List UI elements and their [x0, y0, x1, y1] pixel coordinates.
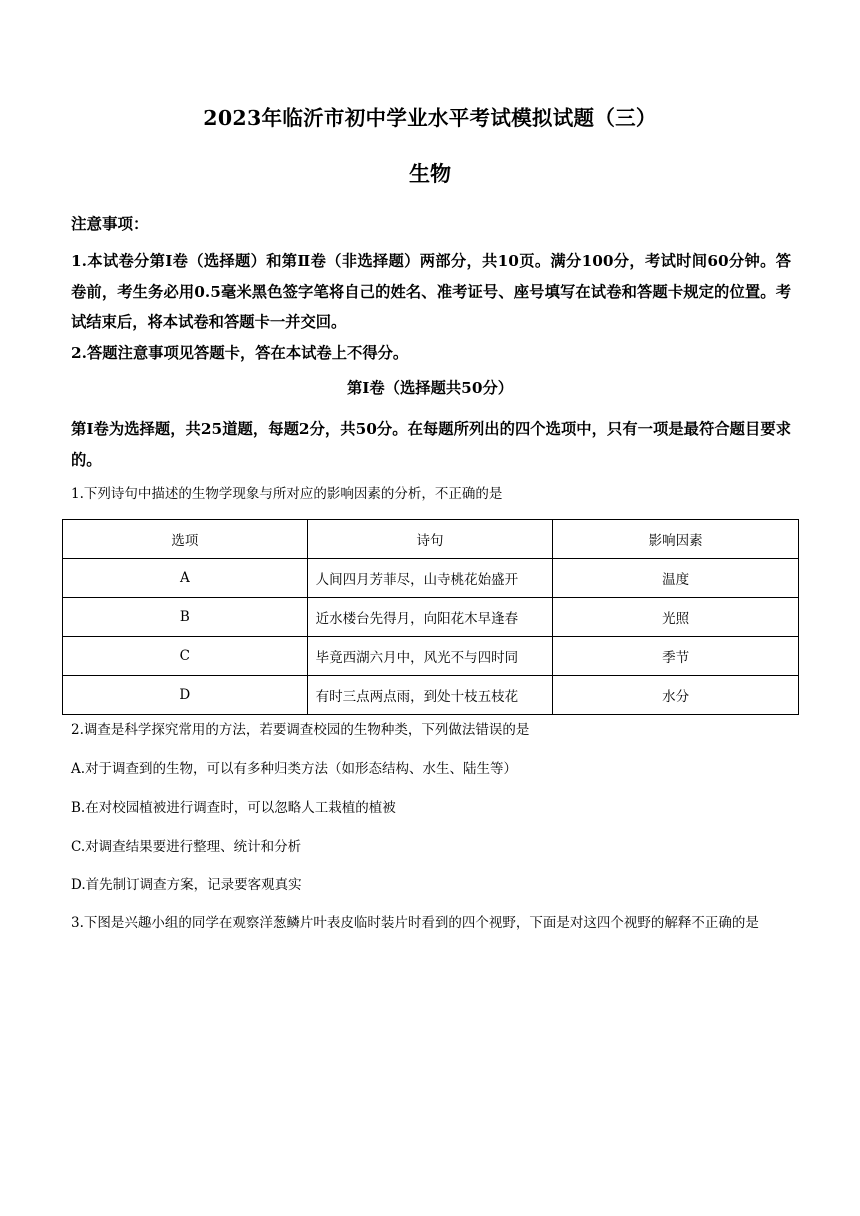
question-2-option-b: B.在对校园植被进行调查时，可以忽略人工栽植的植被: [71, 800, 396, 816]
table-header-cell: 诗句: [307, 520, 553, 559]
question-1-table: [62, 519, 799, 715]
table-cell-factor: 温度: [553, 559, 799, 598]
table-cell-poem: 毕竟西湖六月中，风光不与四时同: [307, 637, 553, 676]
question-3-stem: 3.下图是兴趣小组的同学在观察洋葱鳞片叶表皮临时装片时看到的四个视野，下面是对这四个视野的解释不正确的是: [71, 915, 759, 931]
question-2-option-c: C.对调查结果要进行整理、统计和分析: [71, 839, 302, 855]
section-heading: 第Ⅰ卷（选择题共50分）: [346, 379, 514, 397]
table-cell-option: B: [63, 598, 308, 637]
table-cell-poem: 近水楼台先得月，向阳花木早逢春: [307, 598, 553, 637]
table-cell-poem: 有时三点两点雨，到处十枝五枝花: [307, 676, 553, 715]
table-cell-option: A: [63, 559, 308, 598]
table-row: [63, 637, 799, 676]
table-row: [63, 598, 799, 637]
table-cell-factor: 季节: [553, 637, 799, 676]
notice-item-2: 2.答题注意事项见答题卡，答在本试卷上不得分。: [71, 344, 409, 362]
notice-item-1: 1.本试卷分第Ⅰ卷（选择题）和第Ⅱ卷（非选择题）两部分，共10页。满分100分，考试时间60分钟。答卷前，考生务必用0.5毫米黑色签字笔将自己的姓名、准考证号、座号填写在试卷和答题卡规定的位置。考试结束后，将本试卷和答题卡一并交回。: [71, 252, 791, 331]
subject-title: 生物: [409, 161, 451, 186]
notice-heading: 注意事项：: [71, 214, 149, 233]
table-cell-factor: 光照: [553, 598, 799, 637]
question-2-option-d: D.首先制订调查方案，记录要客观真实: [71, 877, 302, 893]
table-cell-option: D: [63, 676, 308, 715]
table-header-cell: 影响因素: [553, 520, 799, 559]
table-row: [63, 559, 799, 598]
table-cell-factor: 水分: [553, 676, 799, 715]
question-1-stem: 1.下列诗句中描述的生物学现象与所对应的影响因素的分析，不正确的是: [71, 486, 503, 502]
table-cell-option: C: [63, 637, 308, 676]
section-instructions: 第Ⅰ卷为选择题，共25道题，每题2分，共50分。在每题所列出的四个选项中，只有一项是最符合题目要求的。: [71, 420, 791, 469]
table-header-cell: 选项: [63, 520, 308, 559]
question-2-stem: 2.调查是科学探究常用的方法，若要调查校园的生物种类，下列做法错误的是: [71, 722, 530, 738]
table-cell-poem: 人间四月芳菲尽，山寺桃花始盛开: [307, 559, 553, 598]
question-2-option-a: A.对于调查到的生物，可以有多种归类方法（如形态结构、水生、陆生等）: [71, 761, 518, 777]
exam-title: 2023年临沂市初中学业水平考试模拟试题（三）: [203, 106, 657, 130]
table-row: [63, 676, 799, 715]
table-header-row: [63, 520, 799, 559]
